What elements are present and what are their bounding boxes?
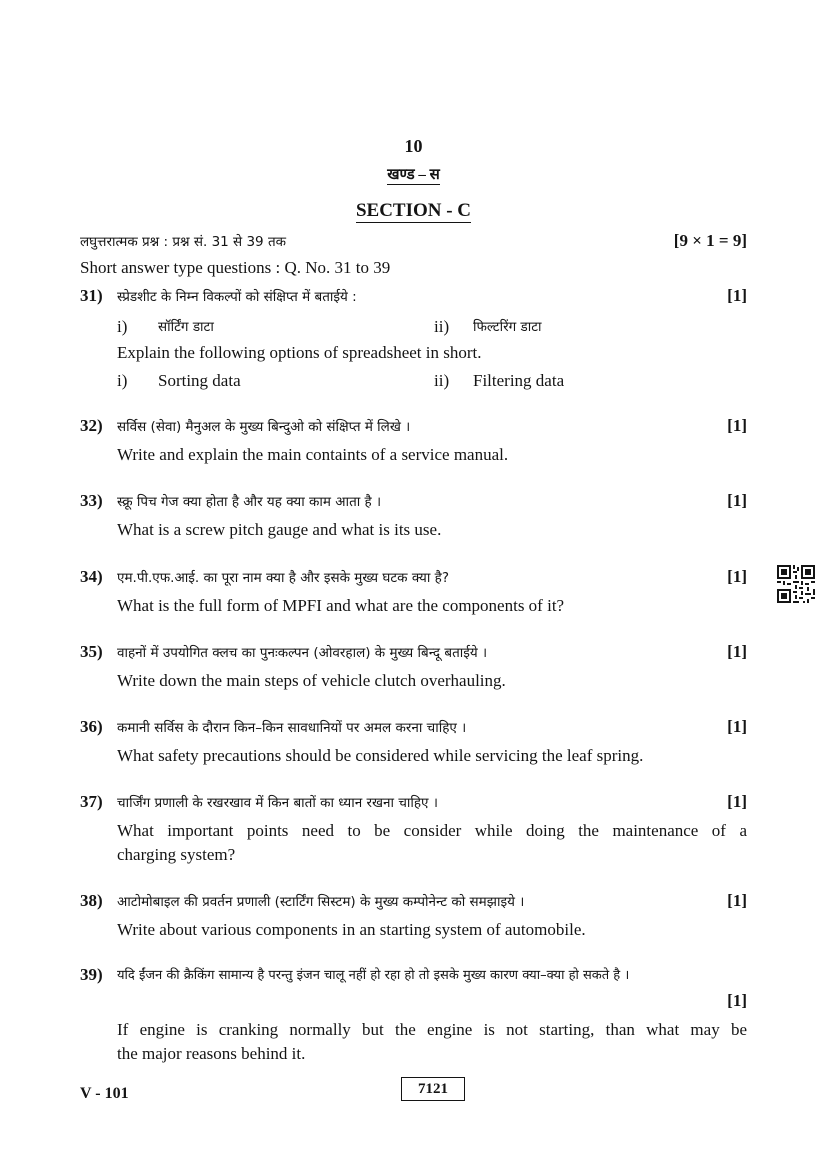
question-hindi: कमानी सर्विस के दौरान किन–किन सावधानियों पर अमल करना चाहिए । <box>117 720 467 736</box>
question-number: 39) <box>80 965 103 984</box>
question-number: 32) <box>80 416 103 435</box>
question-number: 36) <box>80 717 103 736</box>
section-title-hindi: खण्ड – स <box>387 167 440 183</box>
question-english: Write and explain the main containts of a service manual. <box>117 445 509 464</box>
question-english: What is the full form of MPFI and what are the components of it? <box>117 596 565 615</box>
question-english: What important points need to be consider while doing the maintenance of a <box>117 821 747 840</box>
instructions-hindi: लघुत्तरात्मक प्रश्न : प्रश्न सं. 31 से 39 तक <box>80 234 287 250</box>
question-hindi: चार्जिंग प्रणाली के रखरखाव में किन बातों का ध्यान रखना चाहिए । <box>117 795 438 811</box>
question-hindi: एम.पी.एफ.आई. का पूरा नाम क्या है और इसके मुख्य घटक क्या है? <box>117 570 449 586</box>
page-number: 10 <box>404 136 423 156</box>
question-marks: [1] <box>727 717 747 736</box>
option-text-hindi: सॉर्टिंग डाटा <box>158 319 214 335</box>
question-number: 34) <box>80 567 103 586</box>
instructions-english: Short answer type questions : Q. No. 31 to 39 <box>80 258 391 277</box>
option-text-hindi: फिल्टरिंग डाटा <box>473 319 542 335</box>
question-english: the major reasons behind it. <box>117 1044 306 1063</box>
question-english: What is a screw pitch gauge and what is its use. <box>117 520 442 539</box>
option-label: ii) <box>434 317 450 336</box>
question-number: 31) <box>80 286 103 305</box>
question-number: 37) <box>80 792 103 811</box>
question-marks: [1] <box>727 286 747 305</box>
option-text-english: Sorting data <box>158 371 241 390</box>
question-hindi: स्क्रू पिच गेज क्या होता है और यह क्या काम आता है । <box>117 494 382 510</box>
question-english: Write down the main steps of vehicle clutch overhauling. <box>117 671 506 690</box>
question-marks: [1] <box>727 416 747 435</box>
question-hindi: स्प्रेडशीट के निम्न विकल्पों को संक्षिप्त में बताईये : <box>117 289 357 305</box>
question-marks: [1] <box>727 891 747 910</box>
option-label: i) <box>117 317 128 336</box>
page-code-box: 7121 <box>401 1077 465 1101</box>
question-marks: [1] <box>727 567 747 586</box>
question-english: If engine is cranking normally but the engine is not starting, than what may be <box>117 1020 747 1039</box>
question-number: 33) <box>80 491 103 510</box>
question-english: charging system? <box>117 845 236 864</box>
question-marks: [1] <box>727 491 747 510</box>
question-marks: [1] <box>727 991 747 1010</box>
section-title-english: SECTION - C <box>355 200 472 221</box>
option-text-english: Filtering data <box>473 371 565 390</box>
question-english: What safety precautions should be considered while servicing the leaf spring. <box>117 746 644 765</box>
question-marks: [1] <box>727 792 747 811</box>
question-hindi: आटोमोबाइल की प्रवर्तन प्रणाली (स्टार्टिंग सिस्टम) के मुख्य कम्पोनेन्ट को समझाइये । <box>117 894 525 910</box>
question-hindi: यदि ईंजन की क्रैकिंग सामान्य है परन्तु इंजन चालू नहीं हो रहा हो तो इसके मुख्य कारण क्या–क्या हो सकते है । <box>117 968 630 983</box>
question-number: 38) <box>80 891 103 910</box>
question-marks: [1] <box>727 642 747 661</box>
question-english: Write about various components in an starting system of automobile. <box>117 920 586 939</box>
question-hindi: सर्विस (सेवा) मैनुअल के मुख्य बिन्दुओ को संक्षिप्त में लिखे । <box>117 419 411 435</box>
question-english: Explain the following options of spreadsheet in short. <box>117 343 482 362</box>
qr-code-image <box>777 565 815 603</box>
section-marks: [9 × 1 = 9] <box>673 231 747 250</box>
option-label: ii) <box>434 371 450 390</box>
paper-code: V - 101 <box>80 1085 129 1102</box>
question-number: 35) <box>80 642 103 661</box>
question-hindi: वाहनों में उपयोगित क्लच का पुनःकल्पन (ओवरहाल) के मुख्य बिन्दू बताईये । <box>117 645 488 661</box>
option-label: i) <box>117 371 128 390</box>
